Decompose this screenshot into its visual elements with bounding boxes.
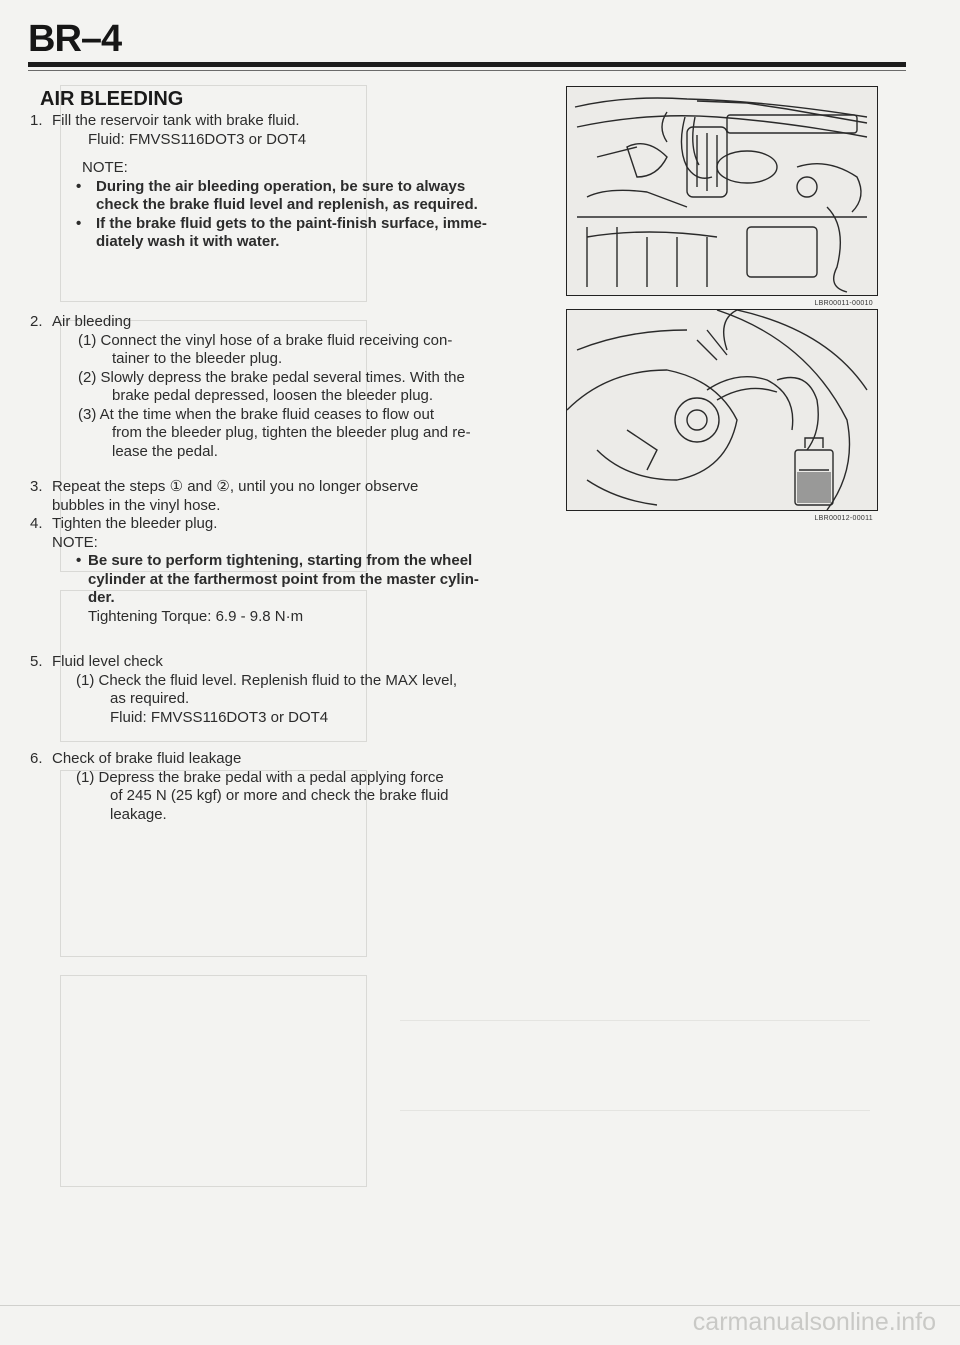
step-5 <box>30 653 550 727</box>
page-header <box>28 18 928 61</box>
step-text: Check of brake fluid leakage <box>52 750 242 767</box>
step-text: Air bleeding <box>52 313 132 330</box>
fluid-spec: Fluid: FMVSS116DOT3 or DOT4 <box>88 130 307 148</box>
substep: (3) At the time when the brake fluid ceases to flow out from the bleeder plug, tighten the bleeder plug and re- lease the pedal. <box>78 405 471 460</box>
step-number: 6. <box>30 750 43 767</box>
step-4 <box>30 515 550 626</box>
bleeder-illustration <box>567 310 877 510</box>
header-rule-thin <box>28 70 906 71</box>
step-6 <box>30 750 550 824</box>
substep: (1) Depress the brake pedal with a pedal applying force of 245 N (25 kgf) or more and check the brake fluid leakage. <box>76 768 449 823</box>
ghost-line <box>400 1110 870 1111</box>
step-3: 3. Repeat the steps ① and ②, until you no longer observe bubbles in the vinyl hose. <box>30 478 419 514</box>
step-number: 1. <box>30 112 43 129</box>
figure-code: LBR00011-00010 <box>814 300 873 307</box>
substep: (2) Slowly depress the brake pedal several times. With the brake pedal depressed, loosen the bleeder plug. <box>78 368 465 404</box>
step-number: 3. <box>30 478 43 495</box>
figure-reservoir-tank <box>566 86 878 307</box>
step-text: Fill the reservoir tank with brake fluid. <box>52 112 300 129</box>
note-bullet: • During the air bleeding operation, be sure to always check the brake fluid level and replenish, as required. <box>30 178 550 215</box>
ghost-box-5 <box>60 975 367 1187</box>
reservoir-illustration <box>567 87 877 295</box>
figure-code: LBR00012-00011 <box>814 515 873 522</box>
header-rule <box>28 62 906 67</box>
fluid-spec: Fluid: FMVSS116DOT3 or DOT4 <box>110 708 329 726</box>
substep: (1) Connect the vinyl hose of a brake fluid receiving con- tainer to the bleeder plug. <box>78 331 453 367</box>
ghost-line <box>400 1020 870 1021</box>
note-label: NOTE: <box>82 159 128 176</box>
step-number: 5. <box>30 653 43 670</box>
note-bullet: • If the brake fluid gets to the paint-finish surface, imme- diately wash it with water. <box>30 215 550 252</box>
note-label: NOTE: <box>52 533 98 551</box>
section-title: AIR BLEEDING <box>40 88 184 110</box>
figure-bleeder-plug <box>566 309 878 522</box>
watermark: carmanualsonline.info <box>692 1308 936 1336</box>
step-text: Tighten the bleeder plug. <box>52 515 218 532</box>
note-bullet: • Be sure to perform tightening, starting from the wheel cylinder at the farthermost point from the master cylin- der. <box>30 552 550 608</box>
step-number: 2. <box>30 313 43 330</box>
bottom-rule <box>0 1305 960 1306</box>
tightening-torque: Tightening Torque: 6.9 - 9.8 N·m <box>88 607 304 625</box>
step-text: Fluid level check <box>52 653 163 670</box>
page-id: BR–4 <box>28 18 122 60</box>
step-2 <box>30 313 550 461</box>
step-number: 4. <box>30 515 43 532</box>
substep: (1) Check the fluid level. Replenish fluid to the MAX level, as required. <box>76 671 458 707</box>
step-1 <box>30 112 550 252</box>
